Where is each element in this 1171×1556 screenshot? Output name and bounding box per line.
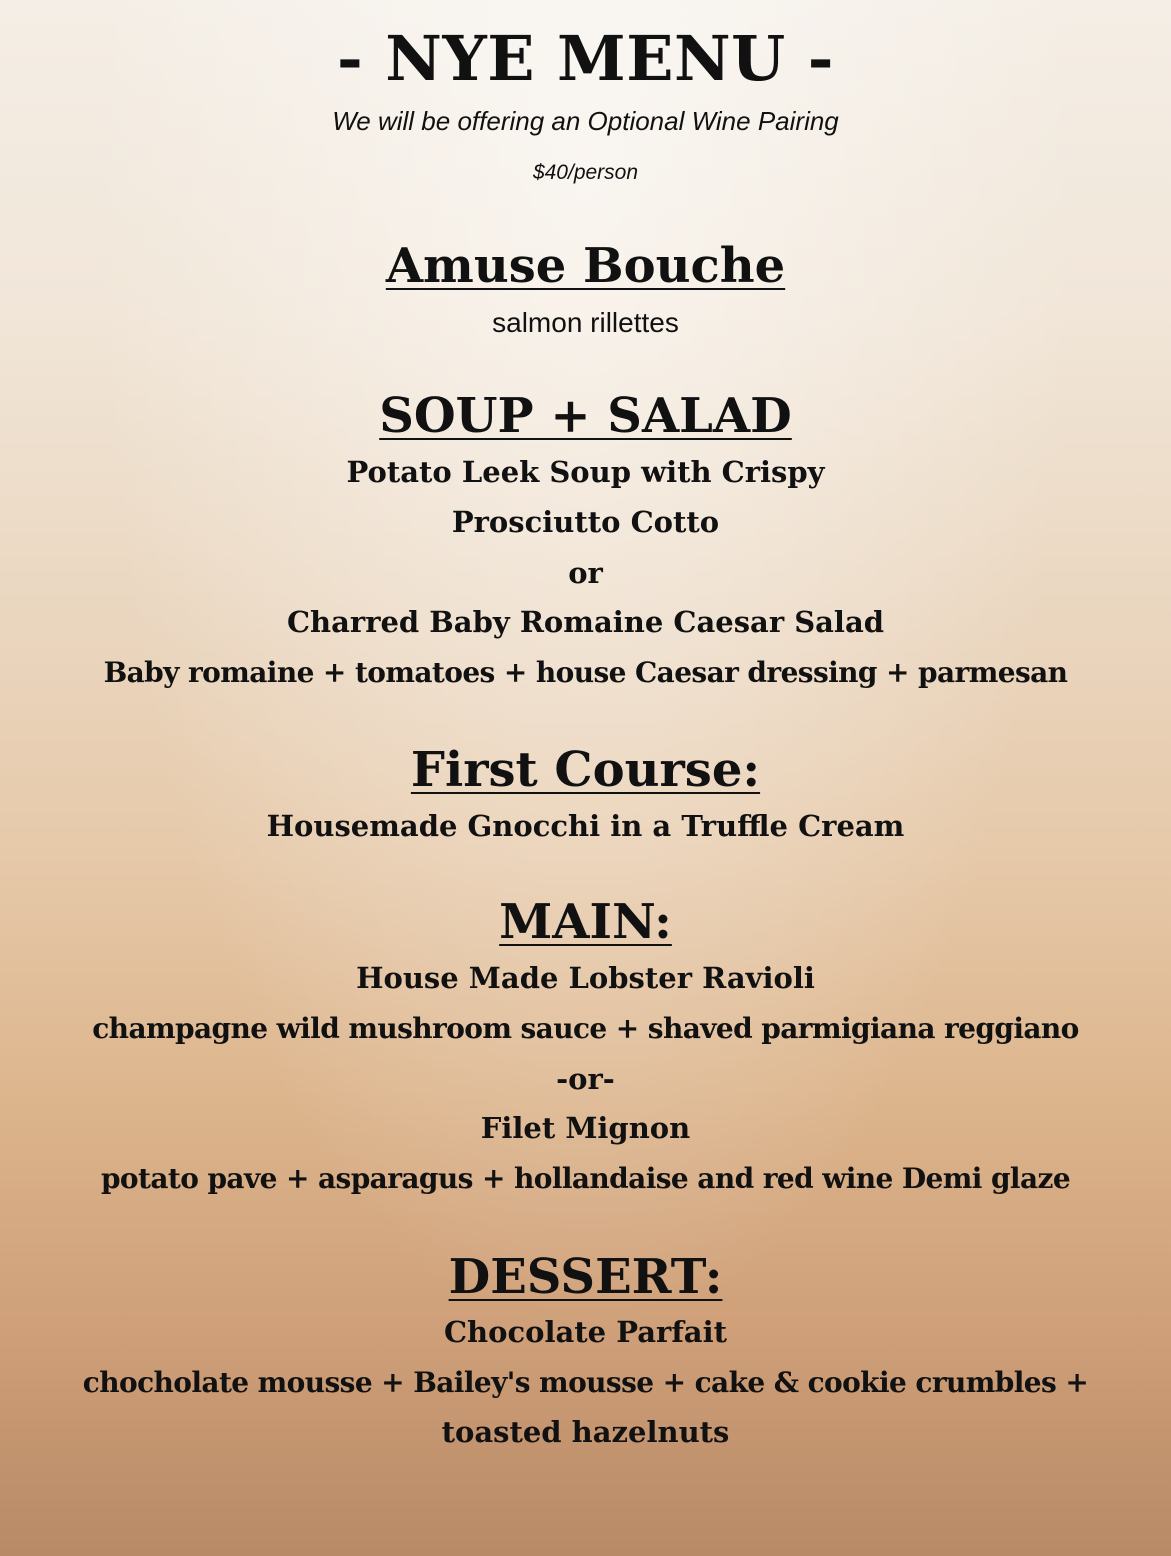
salad-name: Charred Baby Romaine Caesar Salad [286,605,885,639]
dessert-heading: DESSERT: [448,1249,723,1305]
main-item-ravioli: House Made Lobster Ravioli [356,961,815,995]
soup-line-1: Potato Leek Soup with Crispy [346,455,825,489]
soup-line-2: Prosciutto Cotto [451,505,720,539]
wine-pairing-price: $40/person [532,161,639,184]
dessert-item: Chocolate Parfait [443,1315,728,1349]
main-item-filet-description: potato pave + asparagus + hollandaise and red wine Demi glaze [100,1162,1071,1195]
main-or: -or- [556,1062,615,1096]
dessert-description-line-2: toasted hazelnuts [441,1415,730,1449]
soup-salad-heading: SOUP + SALAD [379,388,792,444]
main-item-filet: Filet Mignon [480,1111,691,1145]
amuse-bouche-heading: Amuse Bouche [385,238,786,294]
first-course-heading: First Course: [410,742,761,798]
dessert-description-line-1: chocholate mousse + Bailey's mousse + cake & cookie crumbles + [82,1366,1089,1399]
first-course-item: Housemade Gnocchi in a Truffle Cream [266,809,905,843]
main-heading: MAIN: [499,894,672,950]
salad-description: Baby romaine + tomatoes + house Caesar dressing + parmesan [103,656,1068,689]
soup-or: or [568,556,603,590]
main-item-ravioli-description: champagne wild mushroom sauce + shaved parmigiana reggiano [92,1012,1079,1045]
menu-title: - NYE MENU - [336,22,835,95]
wine-pairing-note: We will be offering an Optional Wine Pairing [332,106,839,136]
amuse-bouche-item: salmon rillettes [492,307,679,338]
